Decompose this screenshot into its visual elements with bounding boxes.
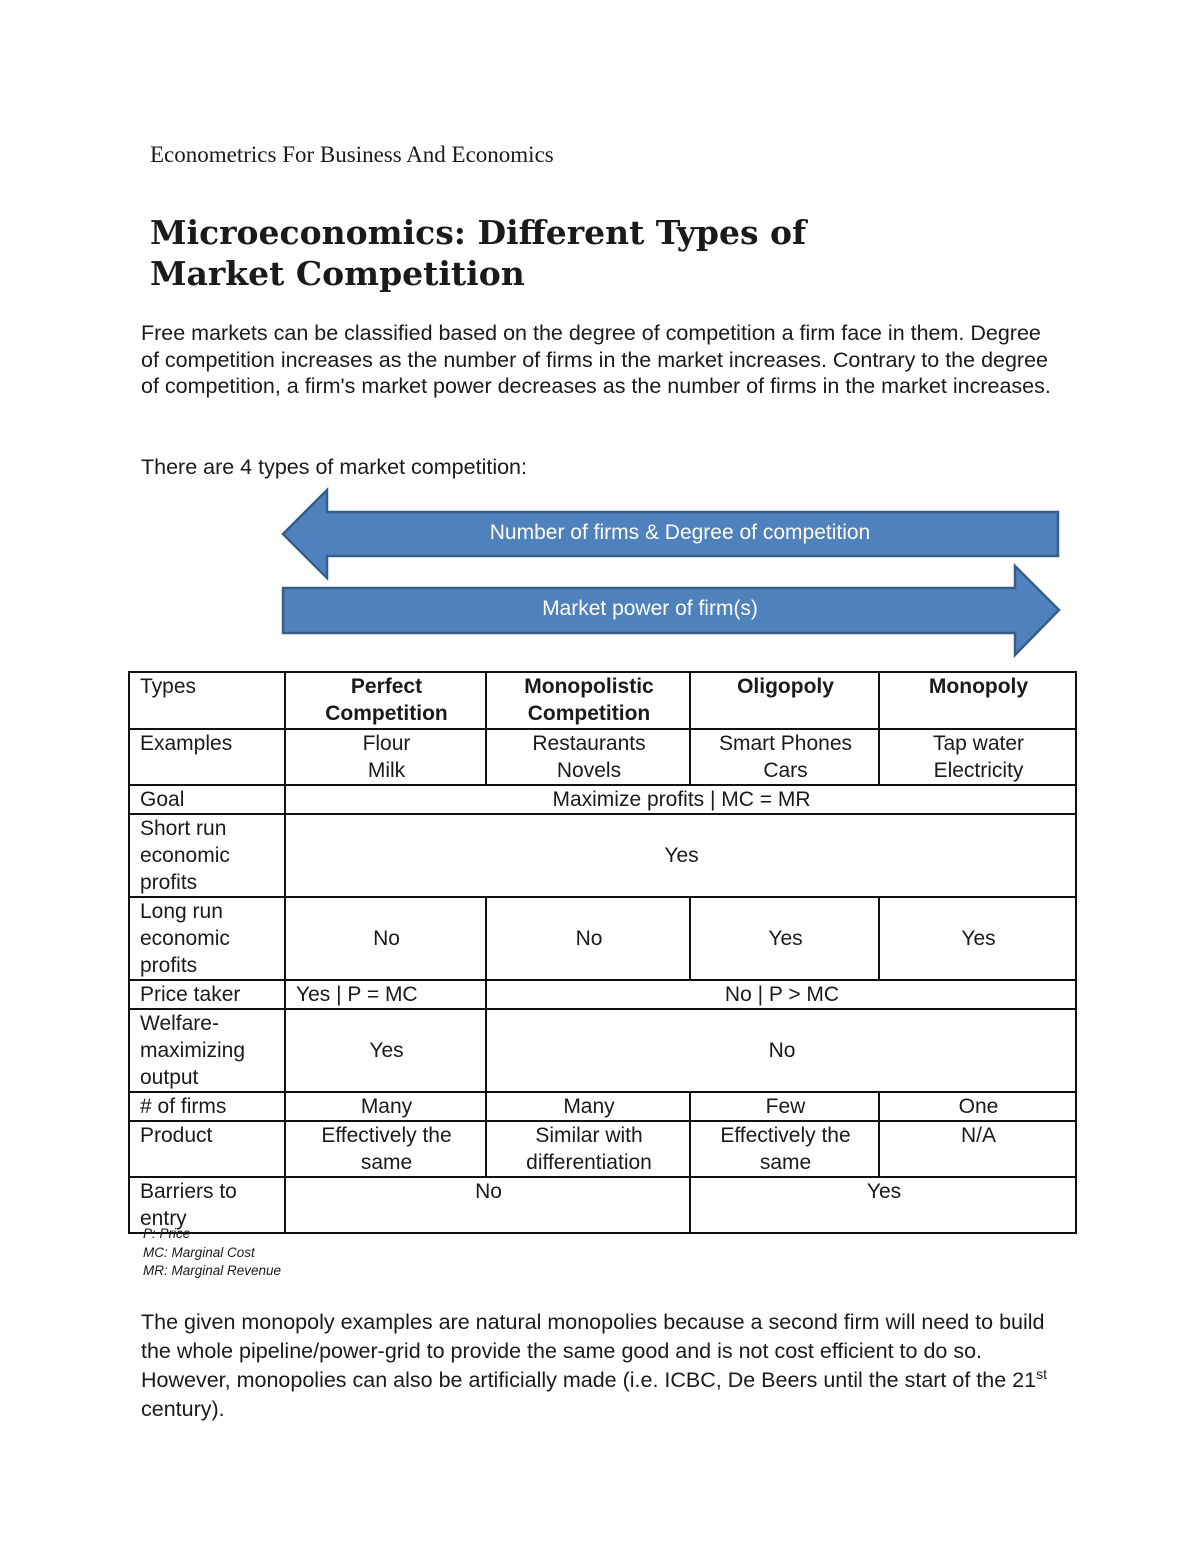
price-taker-perfect: Yes | P = MC xyxy=(285,980,486,1009)
example-item: Restaurants xyxy=(532,732,646,755)
examples-monopolistic xyxy=(486,729,690,785)
row-label-product: Product xyxy=(129,1121,285,1177)
note-price: P: Price xyxy=(143,1226,191,1241)
intro-paragraph: Free markets can be classified based on the degree of competition a firm face in them. Degree of competition increases as the number of firms in the market increases. Contrary to the degree of competition, a firm's market power decreases as the number of firms in the market increases. xyxy=(141,321,1051,398)
left-arrow-label: Number of firms & Degree of competition xyxy=(489,521,871,544)
goal-value: Maximize profits | MC = MR xyxy=(285,785,1076,814)
example-item: Smart Phones xyxy=(718,732,853,755)
closing-paragraph xyxy=(141,1308,1061,1424)
abbreviation-notes xyxy=(143,1225,281,1281)
example-item: Novels xyxy=(556,759,622,782)
table-row-welfare xyxy=(129,1009,1076,1092)
closing-text: The given monopoly examples are natural monopolies because a second firm will need to build the whole pipeline/power-grid to provide the same good and is not cost efficient to do so. However, monopolies can also be artificially made (i.e. ICBC, De Beers until the start of the 21 xyxy=(141,1310,1045,1392)
type-perfect-competition: Perfect Competition xyxy=(285,672,486,729)
welfare-perfect: Yes xyxy=(285,1009,486,1092)
table-row-examples xyxy=(129,729,1076,785)
table-row-types xyxy=(129,672,1076,729)
table-row-firms xyxy=(129,1092,1076,1121)
type-monopoly: Monopoly xyxy=(879,672,1076,729)
barriers-high: Yes xyxy=(690,1177,1076,1233)
course-title: Econometrics For Business And Economics xyxy=(150,142,554,167)
barriers-low: No xyxy=(285,1177,690,1233)
closing-tail: century). xyxy=(141,1397,225,1421)
row-label-long-run: Long run economic profits xyxy=(129,897,285,980)
long-run-oligopoly: Yes xyxy=(690,897,879,980)
page-title: Microeconomics: Different Types of Market Competition xyxy=(150,213,807,293)
row-label-examples: Examples xyxy=(129,729,285,785)
firms-monopoly: One xyxy=(879,1092,1076,1121)
example-item: Milk xyxy=(367,759,406,782)
types-intro: There are 4 types of market competition: xyxy=(141,455,527,479)
row-label-goal: Goal xyxy=(129,785,285,814)
row-label-short-run: Short run economic profits xyxy=(129,814,285,897)
long-run-monopolistic: No xyxy=(486,897,690,980)
product-perfect: Effectively the same xyxy=(285,1121,486,1177)
row-label-welfare: Welfare-maximizing output xyxy=(129,1009,285,1092)
welfare-others: No xyxy=(486,1009,1076,1092)
row-label-firms: # of firms xyxy=(129,1092,285,1121)
row-label-price-taker: Price taker xyxy=(129,980,285,1009)
right-arrow-label: Market power of firm(s) xyxy=(542,597,758,620)
table-row-price-taker xyxy=(129,980,1076,1009)
price-taker-others: No | P > MC xyxy=(486,980,1076,1009)
competition-table xyxy=(128,671,1077,1234)
note-marginal-revenue: MR: Marginal Revenue xyxy=(143,1263,282,1278)
long-run-monopoly: Yes xyxy=(879,897,1076,980)
examples-perfect xyxy=(285,729,486,785)
table-row-short-run xyxy=(129,814,1076,897)
examples-oligopoly xyxy=(690,729,879,785)
table-row-product xyxy=(129,1121,1076,1177)
competition-arrows xyxy=(0,0,1200,680)
short-run-value: Yes xyxy=(285,814,1076,897)
long-run-perfect: No xyxy=(285,897,486,980)
example-item: Cars xyxy=(763,759,808,782)
table-row-long-run xyxy=(129,897,1076,980)
note-marginal-cost: MC: Marginal Cost xyxy=(143,1244,255,1260)
product-monopolistic: Similar with differentiation xyxy=(486,1121,690,1177)
example-item: Flour xyxy=(362,732,411,755)
product-oligopoly: Effectively the same xyxy=(690,1121,879,1177)
row-label-types: Types xyxy=(129,672,285,729)
table-row-goal xyxy=(129,785,1076,814)
example-item: Electricity xyxy=(933,759,1024,782)
firms-oligopoly: Few xyxy=(690,1092,879,1121)
examples-monopoly xyxy=(879,729,1076,785)
example-item: Tap water xyxy=(932,732,1025,755)
type-monopolistic-competition: Monopolistic Competition xyxy=(486,672,690,729)
firms-perfect: Many xyxy=(285,1092,486,1121)
firms-monopolistic: Many xyxy=(486,1092,690,1121)
row-label-barriers: Barriers to entry xyxy=(129,1177,285,1233)
type-oligopoly: Oligopoly xyxy=(690,672,879,729)
product-monopoly: N/A xyxy=(879,1121,1076,1177)
ordinal-superscript: st xyxy=(1036,1365,1047,1382)
